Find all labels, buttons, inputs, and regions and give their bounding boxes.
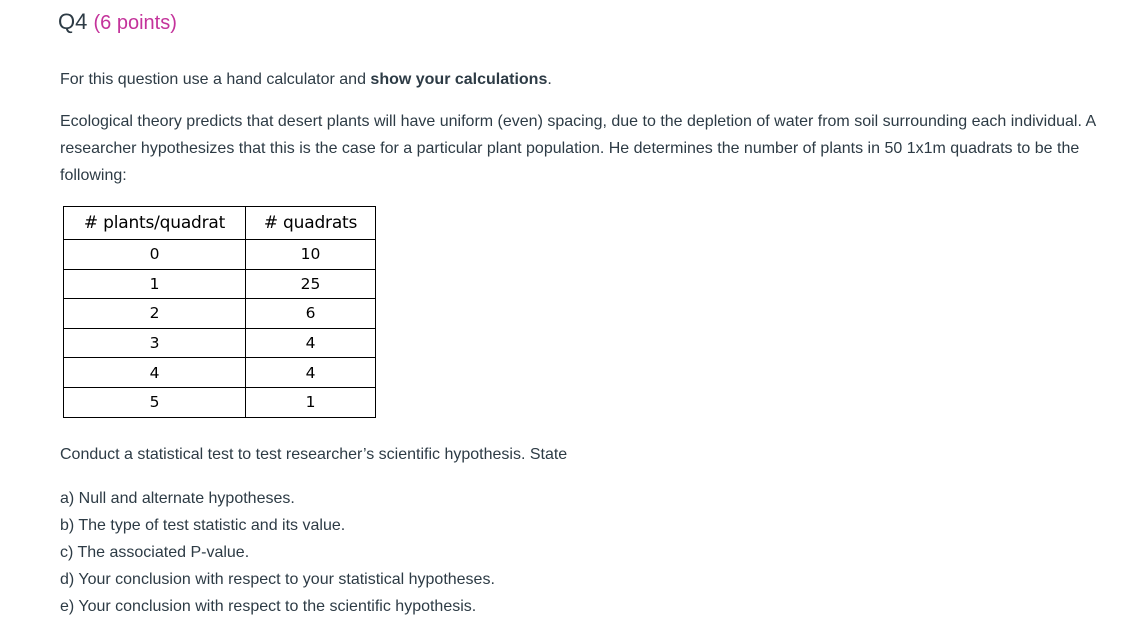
intro-period: . — [547, 71, 552, 88]
intro-paragraph — [60, 66, 1100, 93]
instruction-paragraph: Conduct a statistical test to test researcher’s scientific hypothesis. State — [60, 446, 568, 463]
quadrats-cell: 1 — [246, 387, 376, 417]
question-number: Q4 — [58, 9, 88, 34]
plants-cell: 4 — [64, 358, 246, 388]
intro-bold-text: show your calculations — [370, 71, 548, 88]
table-header-row — [64, 207, 376, 240]
table-row — [64, 387, 376, 417]
part-b: b) The type of test statistic and its value. — [60, 517, 346, 534]
data-table-container — [63, 206, 376, 418]
quadrats-cell: 6 — [246, 299, 376, 329]
plants-cell: 2 — [64, 299, 246, 329]
header-plants-per-quadrat: # plants/quadrat — [64, 207, 246, 240]
part-d: d) Your conclusion with respect to your statistical hypotheses. — [60, 571, 495, 588]
description-paragraph: Ecological theory predicts that desert plants will have uniform (even) spacing, due to the depletion of water from soil surrounding each individual. A researcher hypothesizes that this is the case for a particular plant population. He determines the number of plants in 50 1x1m quadrats to be the following: — [60, 113, 1096, 184]
question-points: (6 points) — [93, 12, 177, 34]
part-e: e) Your conclusion with respect to the scientific hypothesis. — [60, 598, 477, 615]
quadrats-cell: 10 — [246, 240, 376, 270]
part-a: a) Null and alternate hypotheses. — [60, 490, 295, 507]
header-quadrats: # quadrats — [246, 207, 376, 240]
quadrats-cell: 25 — [246, 269, 376, 299]
plants-cell: 0 — [64, 240, 246, 270]
question-parts-list — [60, 485, 495, 620]
table-row — [64, 299, 376, 329]
plants-cell: 5 — [64, 387, 246, 417]
table-row — [64, 328, 376, 358]
plants-cell: 3 — [64, 328, 246, 358]
question-title — [58, 8, 177, 37]
quadrat-table — [63, 206, 376, 418]
table-row — [64, 358, 376, 388]
quadrats-cell: 4 — [246, 328, 376, 358]
intro-text: For this question use a hand calculator and — [60, 71, 371, 88]
plants-cell: 1 — [64, 269, 246, 299]
table-row — [64, 269, 376, 299]
table-row — [64, 240, 376, 270]
quadrats-cell: 4 — [246, 358, 376, 388]
part-c: c) The associated P-value. — [60, 544, 250, 561]
